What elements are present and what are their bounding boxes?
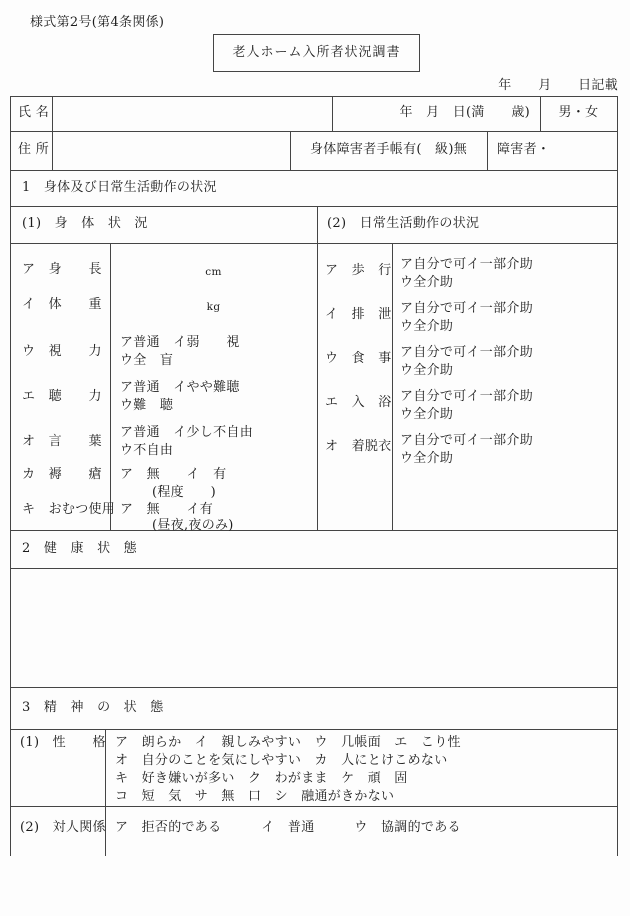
grid-line-h xyxy=(10,530,618,531)
bathing-options xyxy=(400,388,533,424)
grid-line-h xyxy=(10,687,618,688)
grid-line-h xyxy=(10,806,618,807)
excretion-label: イ 排 泄 xyxy=(325,307,392,322)
grid-line-h xyxy=(10,170,618,171)
vision-option-line1: ア普通 イ弱 視 xyxy=(120,335,240,350)
table-left-border xyxy=(10,96,11,856)
hearing-option-line2: ウ難 聴 xyxy=(120,398,174,413)
diaper-option-line1: ア 無 イ有 xyxy=(120,502,214,517)
relations-label: (2) 対人関係 xyxy=(20,820,106,835)
walking-option-line1: ア自分で可イ一部介助 xyxy=(400,257,534,272)
bedsore-option-line2: (程度 ) xyxy=(152,485,216,500)
walking-options xyxy=(400,256,533,292)
gender-label: 男・女 xyxy=(558,105,599,120)
hearing-label: エ 聴 力 xyxy=(22,389,102,404)
personality-label: (1) 性 格 xyxy=(20,735,106,750)
speech-option-line2: ウ不自由 xyxy=(120,443,174,458)
bathing-label: エ 入 浴 xyxy=(325,395,392,410)
height-label: ア 身 長 xyxy=(22,262,102,277)
section3-title: 3 精 神 の 状 態 xyxy=(22,700,164,715)
section2-title: 2 健 康 状 態 xyxy=(22,541,137,556)
vision-option-line2: ウ全 盲 xyxy=(120,353,174,368)
weight-value: kg xyxy=(206,301,221,313)
meal-option-line2: ウ全介助 xyxy=(400,363,454,378)
speech-options xyxy=(120,424,253,460)
personality-option-line4: コ 短 気 サ 無 口 シ 融通がきかない xyxy=(115,789,395,804)
grid-line-h xyxy=(10,206,618,207)
disability-label: 障害者・ xyxy=(497,142,551,157)
excretion-option-line2: ウ全介助 xyxy=(400,319,454,334)
grid-line-h xyxy=(10,729,618,730)
meal-label: ウ 食 事 xyxy=(325,351,392,366)
page-title: 老人ホーム入所者状況調書 xyxy=(232,45,401,60)
health-notes-area xyxy=(11,569,617,687)
daily-heading: (2) 日常生活動作の状況 xyxy=(327,216,480,231)
personality-option-line3: キ 好き嫌いが多い ク わがまま ケ 頑 固 xyxy=(115,771,408,786)
vision-options xyxy=(120,334,240,370)
name-label: 氏 名 xyxy=(18,105,50,120)
personality-option-line2: オ 自分のことを気にしやすい カ 人にとけこめない xyxy=(115,753,448,768)
walking-option-line2: ウ全介助 xyxy=(400,275,454,290)
grid-line-v xyxy=(392,243,393,530)
grid-line-v xyxy=(487,131,488,170)
address-label: 住 所 xyxy=(18,142,50,157)
physical-heading: (1) 身 体 状 況 xyxy=(22,216,148,231)
name-value-cell xyxy=(53,97,331,130)
vision-label: ウ 視 力 xyxy=(22,344,102,359)
dressing-options xyxy=(400,432,533,468)
personality-options xyxy=(115,734,461,806)
excretion-options xyxy=(400,300,533,336)
dressing-option-line2: ウ全介助 xyxy=(400,451,454,466)
grid-line-v xyxy=(110,243,111,530)
bedsore-label: カ 褥 瘡 xyxy=(22,467,102,482)
personality-option-line1: ア 朗らか イ 親しみやすい ウ 几帳面 エ こり性 xyxy=(115,735,461,750)
bedsore-option-line1: ア 無 イ 有 xyxy=(120,467,227,482)
title-box xyxy=(213,34,420,72)
date-note: 年 月 日記載 xyxy=(498,78,618,93)
bathing-option-line1: ア自分で可イ一部介助 xyxy=(400,389,534,404)
grid-line-v xyxy=(317,206,318,530)
weight-label: イ 体 重 xyxy=(22,297,102,312)
meal-options xyxy=(400,344,533,380)
relations-options: ア 拒否的である イ 普通 ウ 協調的である xyxy=(115,820,461,835)
grid-line-h xyxy=(10,243,618,244)
speech-label: オ 言 葉 xyxy=(22,434,102,449)
meal-option-line1: ア自分で可イ一部介助 xyxy=(400,345,534,360)
diaper-option-line2: (昼夜,夜のみ) xyxy=(152,518,234,533)
speech-option-line1: ア普通 イ少し不自由 xyxy=(120,425,254,440)
walking-label: ア 歩 行 xyxy=(325,263,392,278)
table-right-border xyxy=(617,96,618,856)
bathing-option-line2: ウ全介助 xyxy=(400,407,454,422)
address-value-cell xyxy=(53,132,289,169)
form-number: 様式第2号(第4条関係) xyxy=(30,15,165,30)
section1-title: 1 身体及び日常生活動作の状況 xyxy=(22,180,217,195)
dressing-option-line1: ア自分で可イ一部介助 xyxy=(400,433,534,448)
height-value: cm xyxy=(205,266,222,278)
hearing-options xyxy=(120,379,240,415)
handbook-label: 身体障害者手帳有( 級)無 xyxy=(309,142,468,157)
dressing-label: オ 着脱衣 xyxy=(325,439,392,454)
diaper-label: キ おむつ使用 xyxy=(22,502,116,517)
hearing-option-line1: ア普通 イやや難聴 xyxy=(120,380,240,395)
excretion-option-line1: ア自分で可イ一部介助 xyxy=(400,301,534,316)
birthdate-label: 年 月 日(満 歳) xyxy=(399,105,530,120)
